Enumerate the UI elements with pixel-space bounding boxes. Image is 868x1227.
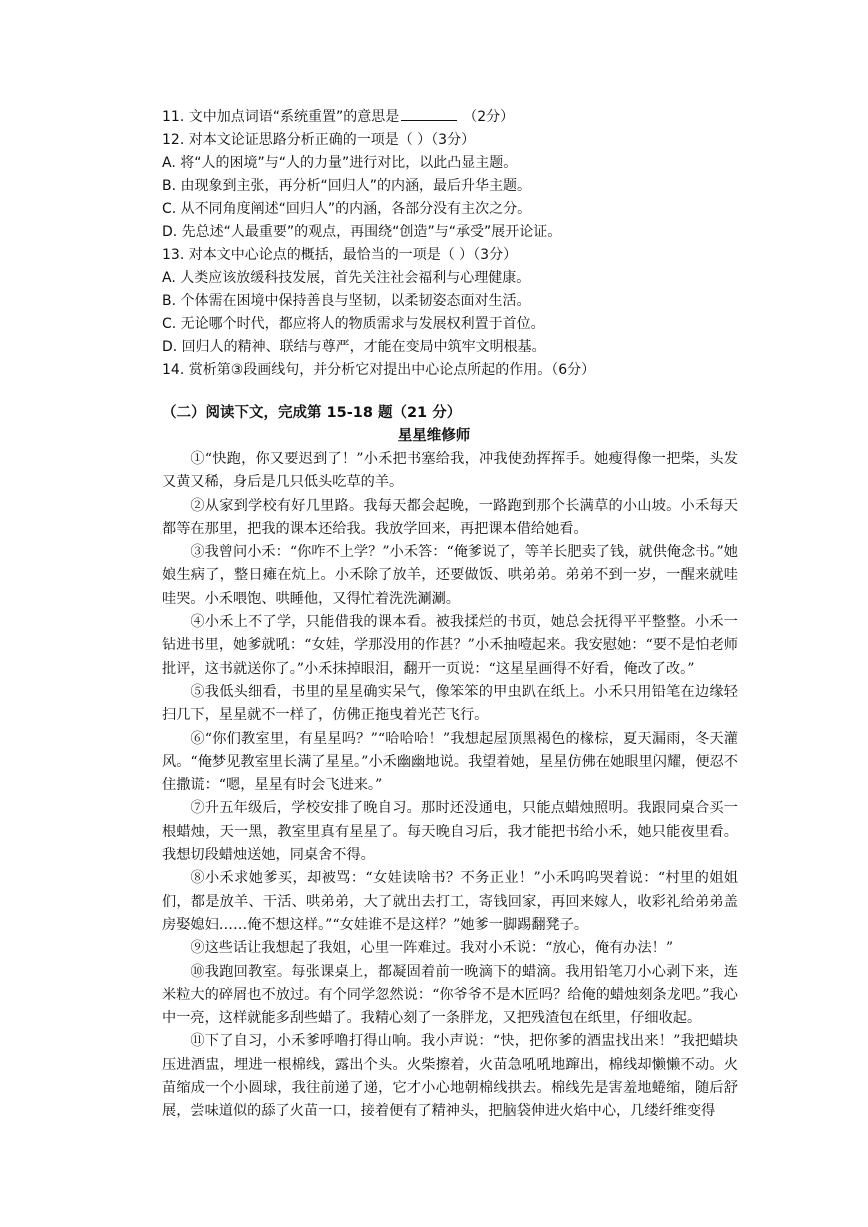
paragraph-5: ⑤我低头细看，书里的星星确实呆气，像笨笨的甲虫趴在纸上。小禾只用铅笔在边缘轻扫几下，星星就不一样了，仿佛正拖曳着光芒飞行。 [162,683,738,724]
question-11-score: （2分） [463,109,515,125]
paragraph-10: ⑩我跑回教室。每张课桌上，都凝固着前一晚滴下的蜡滴。我用铅笔刀小心剥下来，连米粒大的碎屑也不放过。有个同学忽然说：“你爷爷不是木匠吗？给俺的蜡烛刻条龙吧。”我心中一亮，这样就能多刮些蜡了。我精心刻了一条胖龙，又把残渣包在纸里，仔细收起。 [162,963,738,1027]
question-13-option-b: B. 个体需在困境中保持善良与坚韧，以柔韧姿态面对生活。 [162,293,531,309]
section-heading: （二）阅读下文，完成第 15-18 题（21 分） [162,405,462,421]
question-12-option-b: B. 由现象到主张，再分析“回归人”的内涵，最后升华主题。 [162,178,532,194]
story-title: 星星维修师 [397,427,471,444]
question-list [162,106,722,382]
question-12-option-a: A. 将“人的困境”与“人的力量”进行对比，以此凸显主题。 [162,155,518,171]
paragraph-4: ④小禾上不了学，只能借我的课本看。被我揉烂的书页，她总会抚得平平整整。小禾一钻进书里，她爹就吼：“女娃，学那没用的作甚？”小禾抽噎起来。我安慰她：“要不是怕老师批评，这书就送你了。”小禾抹掉眼泪，翻开一页说：“这星星画得不好看，俺改了改。” [162,614,738,677]
paragraph-8: ⑧小禾求她爹买，却被骂：“女娃读啥书？不务正业！”小禾呜呜哭着说：“村里的姐姐们，都是放羊、干活、哄弟弟，大了就出去打工，寄钱回家，再回来嫁人，收彩礼给弟弟盖房娶媳妇……俺不想这样。”“女娃谁不是这样？”她爹一脚踢翻凳子。 [162,870,738,933]
paragraph-11: ⑪下了自习，小禾爹呼噜打得山响。我小声说：“快，把你爹的酒盅找出来！”我把蜡块压进酒盅，埋进一根棉线，露出个头。火柴擦着，火苗急吼吼地蹿出，棉线却懒懒不动。火苗缩成一个小圆球，我往前递了递，它才小心地朝棉线拱去。棉线先是害羞地蜷缩，随后舒展，尝味道似的舔了火苗一口，接着便有了精神头，把脑袋伸进火焰中心，几缕纤维变得 [162,1033,738,1120]
paragraph-3: ③我曾问小禾：“你咋不上学？”小禾答：“俺爹说了，等羊长肥卖了钱，就供俺念书。”她娘生病了，整日瘫在炕上。小禾除了放羊，还要做饭、哄弟弟。弟弟不到一岁，一醒来就哇哇哭。小禾喂饱、哄睡他，又得忙着洗洗涮涮。 [162,544,738,607]
paragraph-7: ⑦升五年级后，学校安排了晚自习。那时还没通电，只能点蜡烛照明。我跟同桌合买一根蜡烛，天一黑，教室里真有星星了。每天晚自习后，我才能把书给小禾，她只能夜里看。我想切段蜡烛送她，同桌舍不得。 [162,800,738,864]
question-13-option-c: C. 无论哪个时代，都应将人的物质需求与发展权利置于首位。 [162,316,545,332]
story-body [162,448,738,1124]
question-11-text: 11. 文中加点词语“系统重置”的意思是 [162,109,400,125]
answer-blank[interactable] [401,106,457,121]
paragraph-9: ⑨这些话让我想起了我姐，心里一阵难过。我对小禾说：“放心，俺有办法！” [190,940,674,957]
question-11 [162,106,722,129]
paragraph-2: ②从家到学校有好几里路。我每天都会起晚，一路跑到那个长满草的小山坡。小禾每天都等在那里，把我的课本还给我。我放学回来，再把课本借给她看。 [162,497,738,537]
question-13: 13. 对本文中心论点的概括，最恰当的一项是（ ）（3分） [162,247,518,263]
paragraph-6: ⑥“你们教室里，有星星吗？”“哈哈哈！”我想起屋顶黑褐色的椽棕，夏天漏雨，冬天灌风。“俺梦见教室里长满了星星。”小禾幽幽地说。我望着她，星星仿佛在她眼里闪耀，便忍不住撒谎：“嗯，星星有时会飞进来。” [162,730,738,794]
question-14: 14. 赏析第③段画线句，并分析它对提出中心论点所起的作用。（6分） [162,362,596,378]
question-12-option-c: C. 从不同角度阐述“回归人”的内涵，各部分没有主次之分。 [162,201,532,217]
question-13-option-a: A. 人类应该放缓科技发展，首先关注社会福利与心理健康。 [162,270,531,286]
question-12-option-d: D. 先总述“人最重要”的观点，再围绕“创造”与“承受”展开论证。 [162,224,562,240]
paragraph-1: ①“快跑，你又要迟到了！”小禾把书塞给我，冲我使劲挥挥手。她瘦得像一把柴，头发又黄又稀，身后是几只低头吃草的羊。 [162,451,738,491]
question-12: 12. 对本文论证思路分析正确的一项是（ ）（3分） [162,132,476,148]
question-13-option-d: D. 回归人的精神、联结与尊严，才能在变局中筑牢文明根基。 [162,339,546,355]
